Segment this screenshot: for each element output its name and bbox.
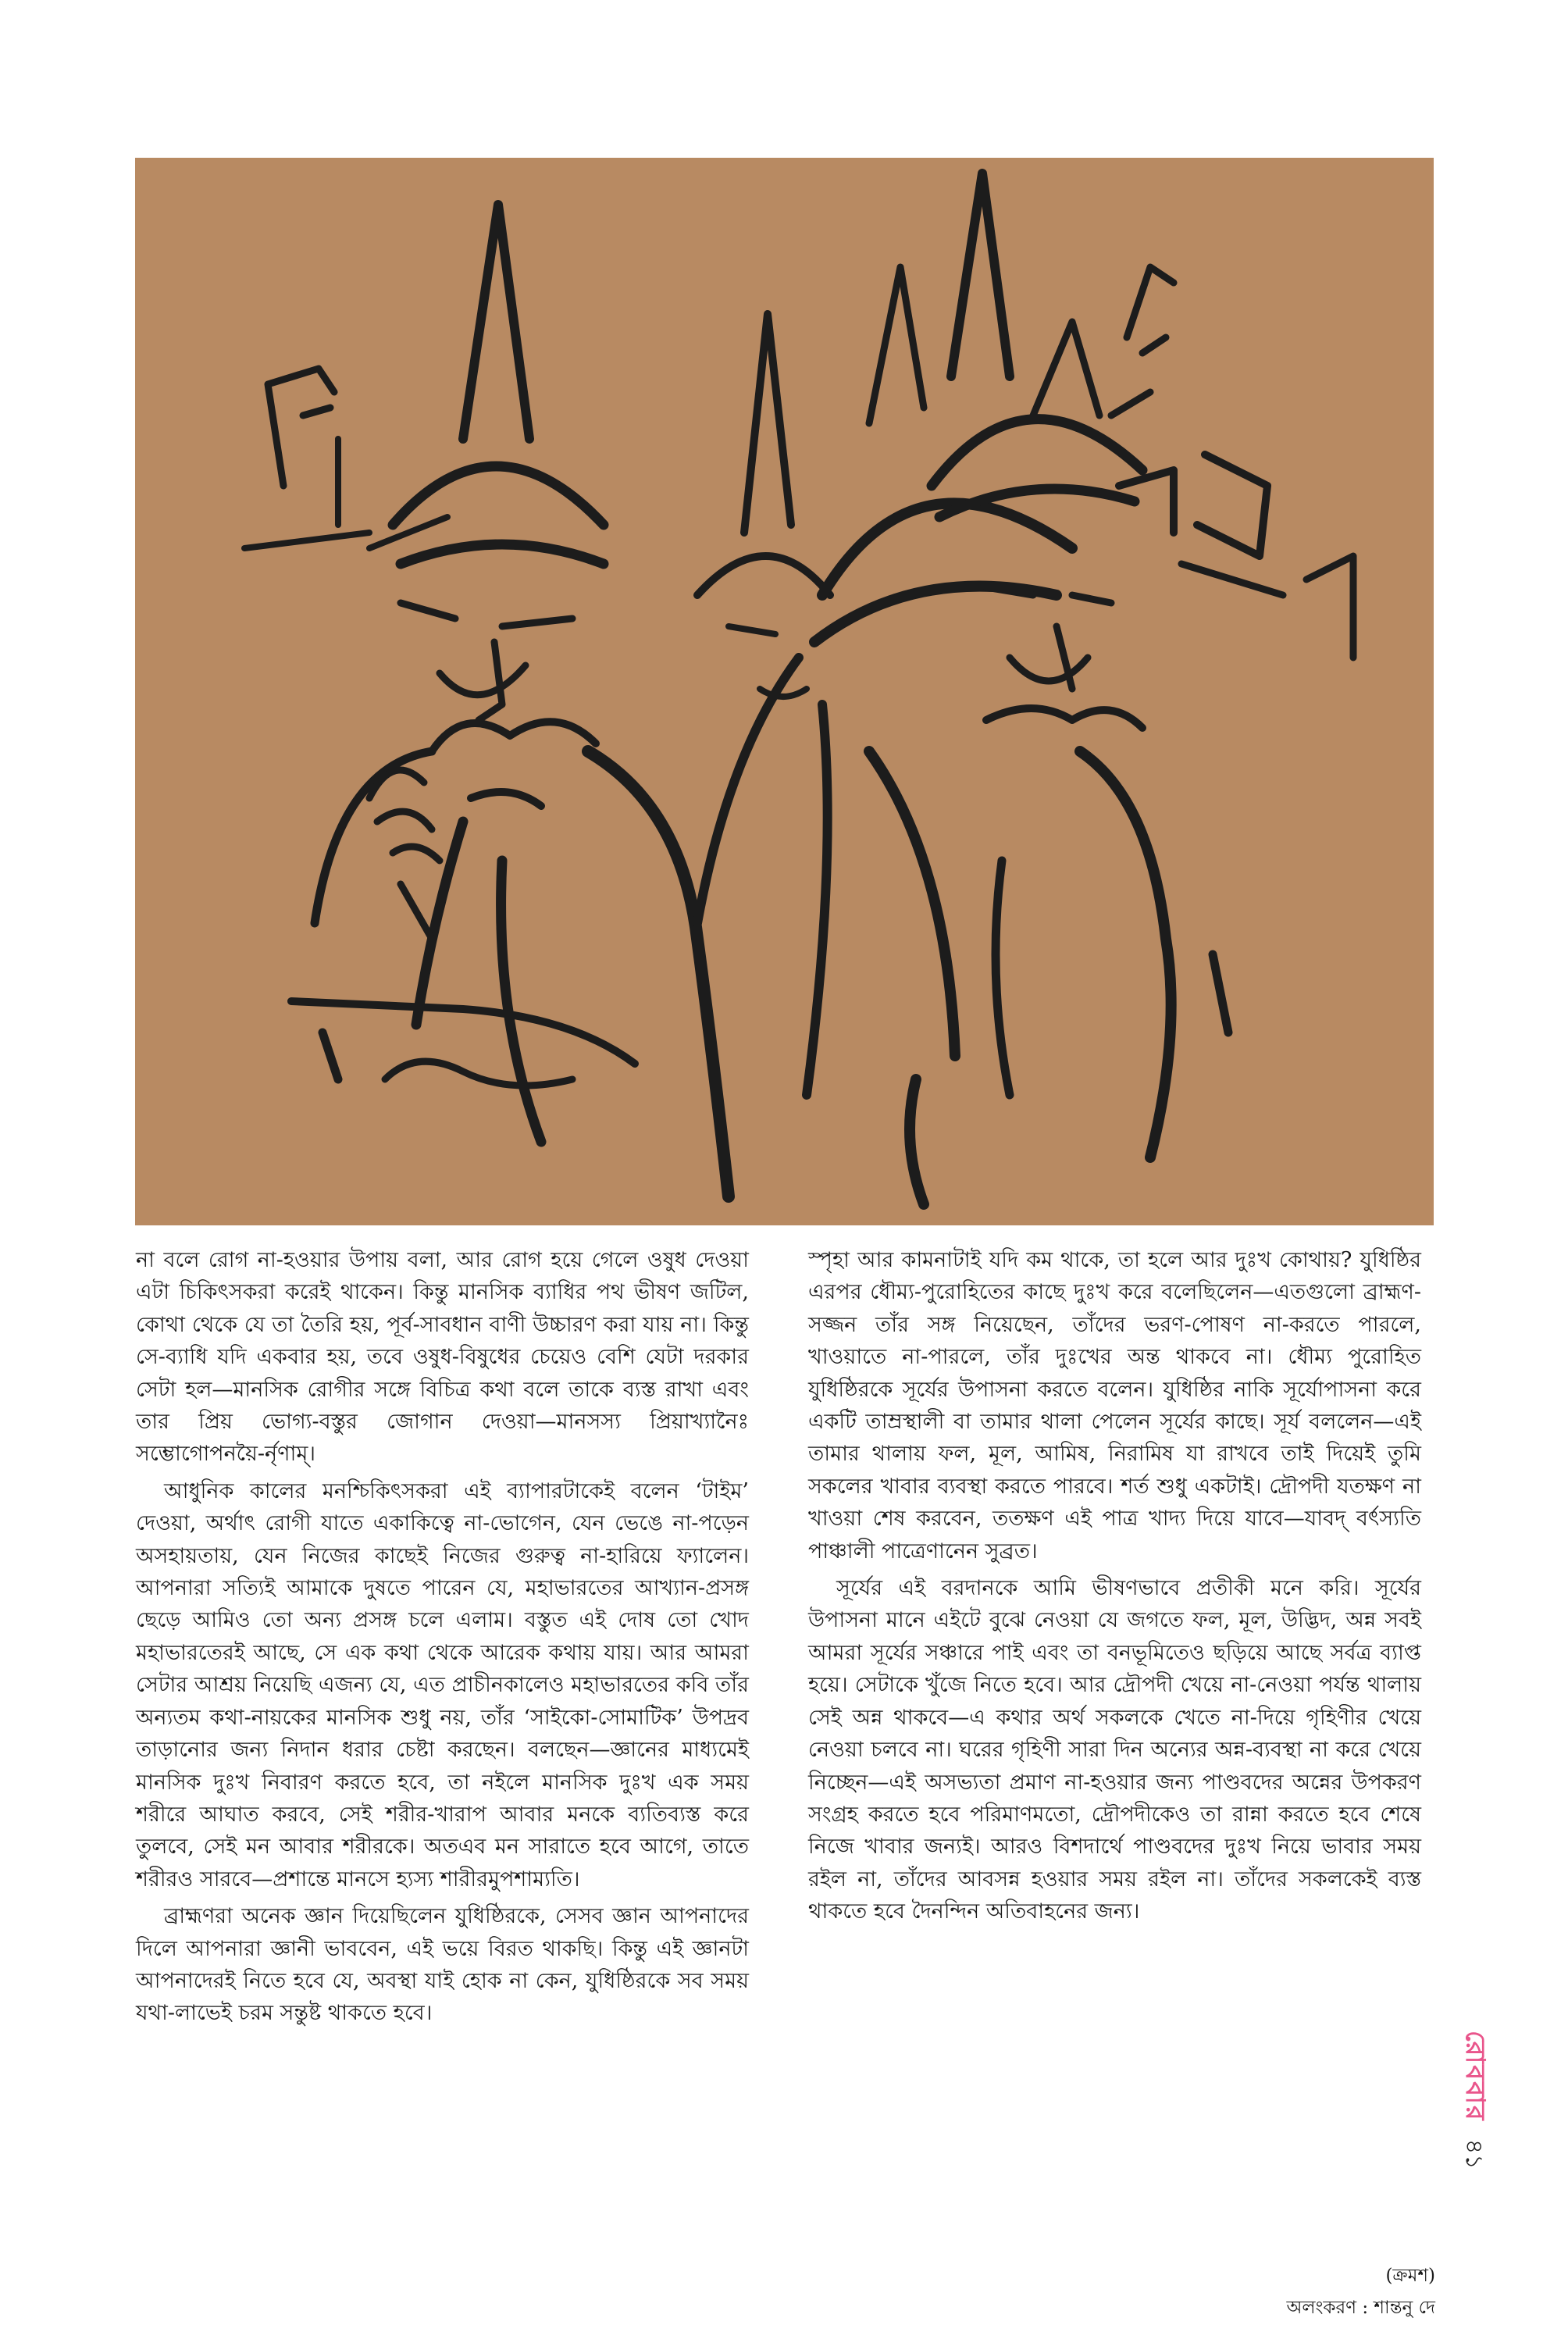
paragraph: না বলে রোগ না-হওয়ার উপায় বলা, আর রোগ হয়ে গেলে ওষুধ দেওয়া এটা চিকিৎসকরা করেই থাকেন। কিন্তু মানসিক ব্যাধির পথ ভীষণ জটিল, কোথা থেকে যে তা তৈরি হয়, পূর্ব-সাবধান বাণী উচ্চারণ করা যায় না। কিন্তু সে-ব্যাধি যদি একবার হয়, তবে ওষুধ-বিষুধের চেয়েও বেশি যেটা দরকার সেটা হল—মানসিক রোগীর সঙ্গে বিচিত্র কথা বলে তাকে ব্যস্ত রাখা এবং তার প্রিয় ভোগ্য-বস্তুর জোগান দেওয়া—মানসস্য প্রিয়াখ্যানৈঃ সম্ভোগোপনয়ৈ-র্নৃণাম্। xyxy=(136,1248,749,1467)
right-text-column xyxy=(808,1244,1421,1933)
left-text-column xyxy=(136,1244,749,2034)
warriors-drawing xyxy=(135,158,1434,1225)
article-illustration xyxy=(135,158,1434,1225)
magazine-name: রোববার xyxy=(1459,2031,1491,2122)
series-continued-label: (ক্রমশ) xyxy=(1385,2266,1435,2286)
paragraph: ব্রাহ্মণরা অনেক জ্ঞান দিয়েছিলেন যুধিষ্ঠিরকে, সেসব জ্ঞান আপনাদের দিলে আপনারা জ্ঞানী ভাববেন, এই ভয়ে বিরত থাকছি। কিন্তু এই জ্ঞানটা আপনাদেরই নিতে হবে যে, অবস্থা যাই হোক না কেন, যুধিষ্ঠিরকে সব সময় যথা-লাভেই চরম সন্তুষ্ট থাকতে হবে। xyxy=(136,1904,749,2026)
page-folio xyxy=(1450,2031,1497,2288)
page-number: ৪১ xyxy=(1460,2138,1488,2170)
illustration-credit: অলংকরণ : শান্তনু দে xyxy=(1286,2298,1435,2318)
paragraph: আধুনিক কালের মনশ্চিকিৎসকরা এই ব্যাপারটাকেই বলেন ‘টাইম’ দেওয়া, অর্থাৎ রোগী যাতে একাকিত্বে না-ভোগেন, যেন ভেঙে না-পড়েন অসহায়তায়, যেন নিজের কাছেই নিজের গুরুত্ব না-হারিয়ে ফ্যালেন। আপনারা সত্যিই আমাকে দুষতে পারেন যে, মহাভারতের আখ্যান-প্রসঙ্গ ছেড়ে আমিও তো অন্য প্রসঙ্গ চলে এলাম। বস্তুত এই দোষ তো খোদ মহাভারতেরই আছে, সে এক কথা থেকে আরেক কথায় যায়। আর আমরা সেটার আশ্রয় নিয়েছি এজন্য যে, এত প্রাচীনকালেও মহাভারতের কবি তাঁর অন্যতম কথা-নায়কের মানসিক শুধু নয়, তাঁর ‘সাইকো-সোমাটিক’ উপদ্রব তাড়ানোর জন্য নিদান ধরার চেষ্টা করছেন। বলছেন—জ্ঞানের মাধ্যমেই মানসিক দুঃখ নিবারণ করতে হবে, তা নইলে মানসিক দুঃখ এক সময় শরীরে আঘাত করবে, সেই শরীর-খারাপ আবার মনকে ব্যতিব্যস্ত করে তুলবে, সেই মন আবার শরীরকে। অতএব মন সারাতে হবে আগে, তাতে শরীরও সারবে—প্রশান্তে মানসে হ্যস্য শারীরমুপশাম্যতি। xyxy=(136,1478,749,1892)
paragraph: সূর্যের এই বরদানকে আমি ভীষণভাবে প্রতীকী মনে করি। সূর্যের উপাসনা মানে এইটে বুঝে নেওয়া যে জগতে ফল, মূল, উদ্ভিদ, অন্ন সবই আমরা সূর্যের সঞ্চারে পাই এবং তা বনভূমিতেও ছড়িয়ে আছে সর্বত্র ব্যাপ্ত হয়ে। সেটাকে খুঁজে নিতে হবে। আর দ্রৌপদী খেয়ে না-নেওয়া পর্যন্ত থালায় সেই অন্ন থাকবে—এ কথার অর্থ সকলকে খেতে না-দিয়ে গৃহিণীর খেয়ে নেওয়া চলবে না। ঘরের গৃহিণী সারা দিন অন্যের অন্ন-ব্যবস্থা না করে খেয়ে নিচ্ছেন—এই অসভ্যতা প্রমাণ না-হওয়ার জন্য পাণ্ডবদের অন্নের উপকরণ সংগ্রহ করতে হবে পরিমাণমতো, দ্রৌপদীকেও তা রান্না করতে হবে শেষে নিজে খাবার জন্যই। আরও বিশদার্থে পাণ্ডবদের দুঃখ নিয়ে ভাবার সময় রইল না, তাঁদের আবসন্ন হওয়ার সময় রইল না। তাঁদের সকলকেই ব্যস্ত থাকতে হবে দৈনন্দিন অতিবাহনের জন্য। xyxy=(808,1576,1421,1924)
paragraph: স্পৃহা আর কামনাটাই যদি কম থাকে, তা হলে আর দুঃখ কোথায়? যুধিষ্ঠির এরপর ধৌম্য-পুরোহিতের কাছে দুঃখ করে বলেছিলেন—এতগুলো ব্রাহ্মণ-সজ্জন তাঁর সঙ্গ নিয়েছেন, তাঁদের ভরণ-পোষণ না-করতে পারলে, খাওয়াতে না-পারলে, তাঁর দুঃখের অন্ত থাকবে না। ধৌম্য পুরোহিত যুধিষ্ঠিরকে সূর্যের উপাসনা করতে বলেন। যুধিষ্ঠির নাকি সূর্যোপাসনা করে একটি তাম্রস্থালী বা তামার থালা পেলেন সূর্যের কাছে। সূর্য বললেন—এই তামার থালায় ফল, মূল, আমিষ, নিরামিষ যা রাখবে তাই দিয়েই তুমি সকলের খাবার ব্যবস্থা করতে পারবে। শর্ত শুধু একটাই। দ্রৌপদী যতক্ষণ না খাওয়া শেষ করবেন, ততক্ষণ এই পাত্র খাদ্য দিয়ে যাবে—যাবদ্ বর্ৎস্যতি পাঞ্চালী পাত্রেণানেন সুব্রত। xyxy=(808,1248,1421,1564)
